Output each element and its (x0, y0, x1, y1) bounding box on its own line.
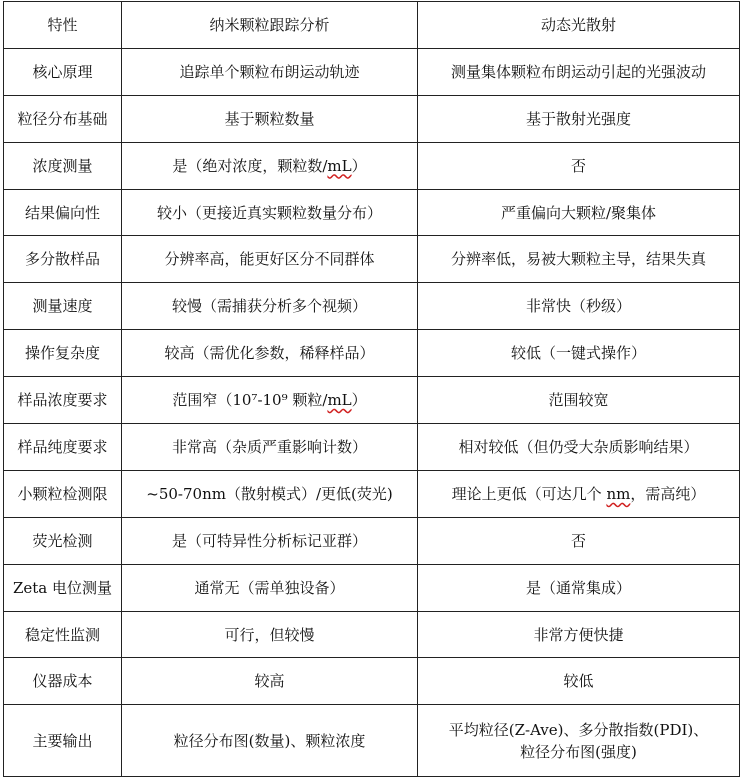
row-feature: 仪器成本 (4, 658, 122, 705)
comparison-table (3, 1, 740, 777)
table-row (4, 95, 740, 142)
row-feature: 测量速度 (4, 283, 122, 330)
row-dls: 较低（一键式操作） (418, 330, 740, 377)
row-nta: 基于颗粒数量 (122, 95, 418, 142)
row-feature: 浓度测量 (4, 142, 122, 189)
row-feature: 主要输出 (4, 705, 122, 777)
dls-line: 平均粒径(Z-Ave)、多分散指数(PDI)、 (448, 720, 709, 739)
unit-text: mL (327, 156, 352, 175)
table-row (4, 424, 740, 471)
row-feature: 操作复杂度 (4, 330, 122, 377)
row-feature: 核心原理 (4, 48, 122, 95)
row-feature: Zeta 电位测量 (4, 564, 122, 611)
header-nta: 纳米颗粒跟踪分析 (122, 2, 418, 49)
row-dls (418, 705, 740, 777)
row-nta: 分辨率高，能更好区分不同群体 (122, 236, 418, 283)
row-nta: ~50-70nm（散射模式）/更低(荧光) (122, 470, 418, 517)
table-row (4, 330, 740, 377)
comparison-table-container (3, 1, 740, 777)
row-nta: 粒径分布图(数量)、颗粒浓度 (122, 705, 418, 777)
row-dls: 否 (418, 517, 740, 564)
dls-text: 理论上更低（可达几个 (451, 484, 607, 503)
row-feature: 粒径分布基础 (4, 95, 122, 142)
nta-text: 范围窄（10⁷-10⁹ 颗粒/ (172, 391, 328, 410)
row-nta: 非常高（杂质严重影响计数） (122, 424, 418, 471)
table-row (4, 517, 740, 564)
row-dls: 严重偏向大颗粒/聚集体 (418, 189, 740, 236)
table-row (4, 189, 740, 236)
row-dls: 是（通常集成） (418, 564, 740, 611)
row-dls: 分辨率低，易被大颗粒主导，结果失真 (418, 236, 740, 283)
row-nta: 较慢（需捕获分析多个视频） (122, 283, 418, 330)
row-nta: 是（可特异性分析标记亚群） (122, 517, 418, 564)
table-row (4, 658, 740, 705)
table-row (4, 611, 740, 658)
table-row (4, 48, 740, 95)
table-row (4, 470, 740, 517)
table-row (4, 705, 740, 777)
table-row (4, 236, 740, 283)
row-nta: 追踪单个颗粒布朗运动轨迹 (122, 48, 418, 95)
row-dls: 否 (418, 142, 740, 189)
table-row (4, 377, 740, 424)
nta-text-end: ） (351, 391, 367, 410)
unit-text: mL (327, 391, 352, 410)
row-nta: 可行，但较慢 (122, 611, 418, 658)
row-dls: 非常快（秒级） (418, 283, 740, 330)
row-nta: 较小（更接近真实颗粒数量分布） (122, 189, 418, 236)
row-nta: 通常无（需单独设备） (122, 564, 418, 611)
table-row (4, 564, 740, 611)
row-nta: 较高 (122, 658, 418, 705)
row-dls: 较低 (418, 658, 740, 705)
nta-text: 是（绝对浓度，颗粒数/ (172, 156, 328, 175)
nta-text-end: ） (351, 156, 367, 175)
table-row (4, 283, 740, 330)
row-dls: 基于散射光强度 (418, 95, 740, 142)
dls-text-end: ，需高纯） (630, 484, 706, 503)
row-feature: 样品浓度要求 (4, 377, 122, 424)
row-dls: 相对较低（但仍受大杂质影响结果） (418, 424, 740, 471)
unit-text: nm (606, 484, 631, 503)
header-feature: 特性 (4, 2, 122, 49)
row-dls (418, 470, 740, 517)
row-dls: 非常方便快捷 (418, 611, 740, 658)
dls-line: 粒径分布图(强度) (520, 742, 637, 761)
row-dls: 测量集体颗粒布朗运动引起的光强波动 (418, 48, 740, 95)
header-dls: 动态光散射 (418, 2, 740, 49)
table-header-row (4, 2, 740, 49)
row-feature: 样品纯度要求 (4, 424, 122, 471)
row-feature: 荧光检测 (4, 517, 122, 564)
row-feature: 稳定性监测 (4, 611, 122, 658)
table-row (4, 142, 740, 189)
row-feature: 小颗粒检测限 (4, 470, 122, 517)
row-dls: 范围较宽 (418, 377, 740, 424)
row-nta: 较高（需优化参数，稀释样品） (122, 330, 418, 377)
row-nta (122, 142, 418, 189)
row-feature: 结果偏向性 (4, 189, 122, 236)
row-nta (122, 377, 418, 424)
row-feature: 多分散样品 (4, 236, 122, 283)
